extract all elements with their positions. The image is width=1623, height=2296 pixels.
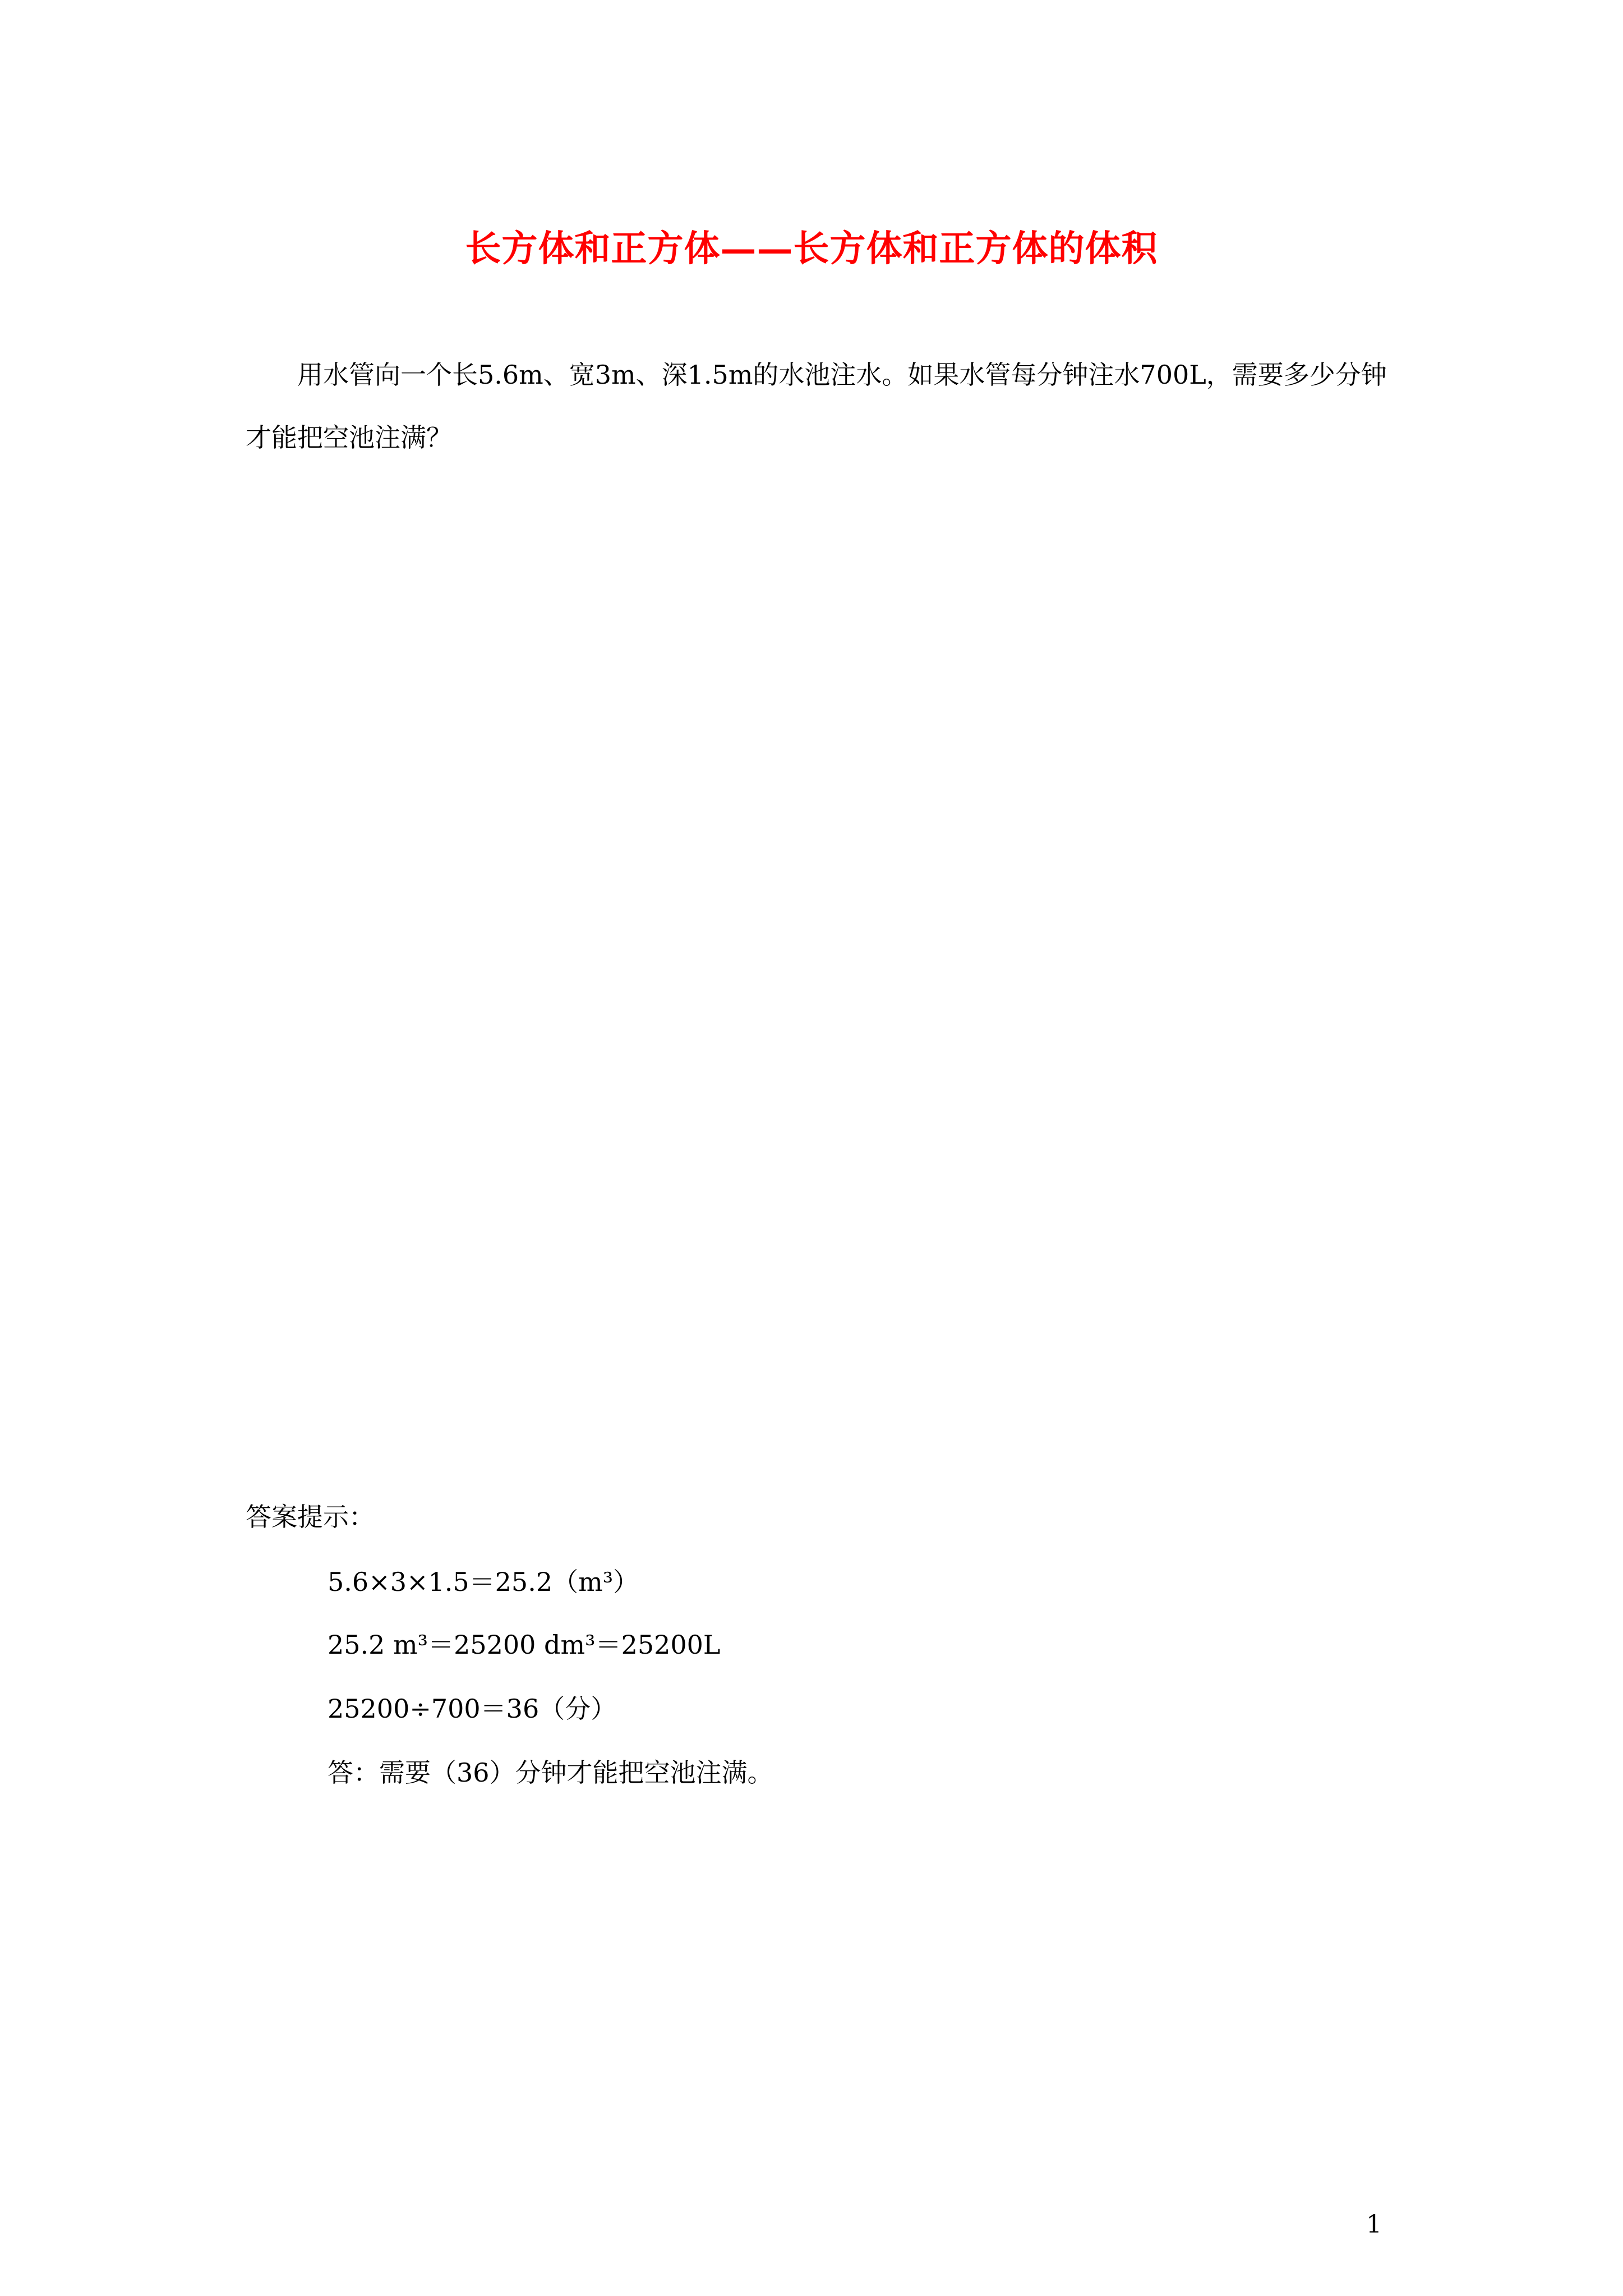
answer-line-volume: 5.6×3×1.5＝25.2（m³） <box>328 1567 639 1597</box>
page-title: 长方体和正方体——长方体和正方体的体积 <box>465 228 1158 270</box>
question-text: 用水管向一个长5.6m、宽3m、深1.5m的水池注水。如果水管每分钟注水700L，需要多少分钟才能把空池注满？ <box>246 360 1387 453</box>
answer-line-division: 25200÷700＝36（分） <box>328 1694 617 1724</box>
answer-line-conversion: 25.2 m³＝25200 dm³＝25200L <box>328 1630 721 1660</box>
page-number: 1 <box>1366 2210 1382 2239</box>
answer-heading: 答案提示： <box>246 1502 375 1532</box>
answer-line-conclusion: 答：需要（36）分钟才能把空池注满。 <box>328 1757 773 1788</box>
